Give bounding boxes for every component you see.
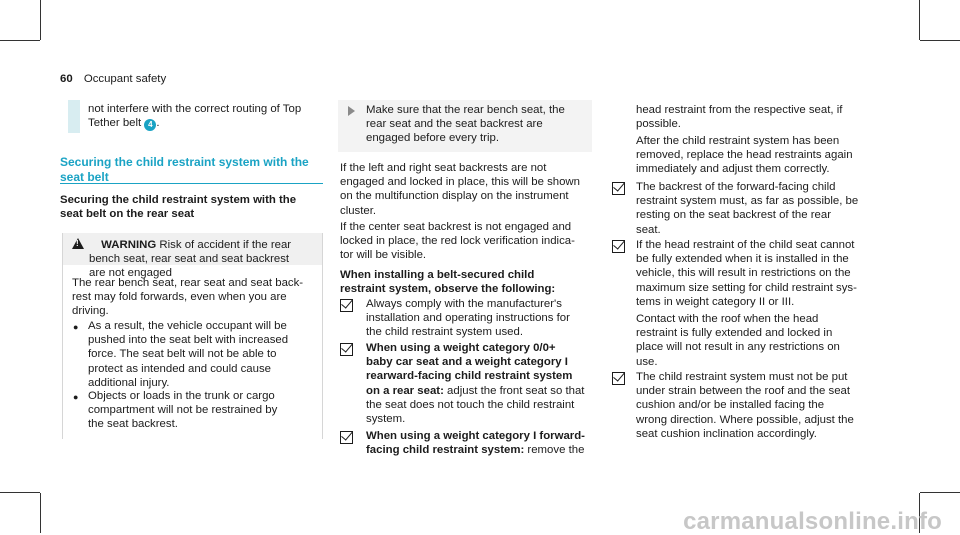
item-badge: 4 xyxy=(144,119,156,131)
arrow-right-icon xyxy=(348,106,355,116)
crop-mark xyxy=(919,0,920,40)
paragraph: If the left and right seat backrests are not engaged and locked in place, this will be shown on the multifunction display on the instrument cluster. xyxy=(340,162,580,217)
page-header xyxy=(60,72,166,86)
crop-mark xyxy=(0,40,40,41)
checkbox-icon xyxy=(612,182,625,195)
warning-border xyxy=(62,233,63,439)
checkbox-icon xyxy=(612,240,625,253)
crop-mark xyxy=(920,40,960,41)
crop-mark xyxy=(40,493,41,533)
check-item: The backrest of the forward-facing child restraint system must, as far as possible, be resting on the seat backrest of the rear seat. xyxy=(636,181,859,236)
checkbox-icon xyxy=(340,299,353,312)
warning-border xyxy=(322,233,323,439)
warning-body: The rear bench seat, rear seat and seat back- rest may fold forwards, even when you are driving. xyxy=(72,277,304,318)
sub-heading: Securing the child restraint system with the seat belt on the rear seat xyxy=(60,194,297,221)
watermark: carmanualsonline.info xyxy=(683,507,942,535)
warning-icon xyxy=(72,238,84,249)
checkbox-icon xyxy=(340,343,353,356)
list-heading: When installing a belt-secured child restraint system, observe the following: xyxy=(340,269,556,296)
crop-mark xyxy=(920,492,960,493)
paragraph: Contact with the roof when the head restraint is fully extended and locked in place will not result in any restrictions on use. xyxy=(636,313,840,368)
checkbox-icon xyxy=(340,431,353,444)
top-note: not interfere with the correct routing of Top Tether belt 4 . xyxy=(88,103,302,130)
note-bar xyxy=(68,100,80,133)
note-text: Make sure that the rear bench seat, the rear seat and the seat backrest are engaged before every trip. xyxy=(366,104,565,145)
crop-mark xyxy=(40,0,41,40)
check-item: When using a weight category 0/0+ baby car seat and a weight category I rearward-facing child restraint system on a rear seat: adjust the front seat so that the seat does not touch the child restraint system. xyxy=(366,342,585,426)
section-title: Occupant safety xyxy=(83,73,167,85)
heading-rule xyxy=(60,183,323,184)
paragraph: If the center seat backrest is not engaged and locked in place, the red lock verification indica- tor will be visible. xyxy=(340,221,575,262)
check-item: The child restraint system must not be put under strain between the roof and the seat cushion and/or be installed facing the wrong direction. Where possible, adjust the seat cushion inclination accordingly. xyxy=(636,371,854,440)
warning-title-block: ! WARNING Risk of accident if the rear bench seat, rear seat and seat backrest are not engaged xyxy=(72,238,322,281)
section-heading: Securing the child restraint system with the seat belt xyxy=(60,155,309,184)
check-item: Always comply with the manufacturer's installation and operating instructions for the child restraint system used. xyxy=(366,298,570,339)
paragraph: After the child restraint system has been removed, replace the head restraints again immediately and adjust them correctly. xyxy=(636,135,853,176)
check-item: If the head restraint of the child seat cannot be fully extended when it is installed in the vehicle, this will result in restrictions on the maximum size setting for child restraint sys- tems in weight category II or III. xyxy=(636,239,857,308)
bullet-icon: ● xyxy=(73,392,79,402)
bullet-icon: ● xyxy=(73,322,79,332)
crop-mark xyxy=(0,492,40,493)
page-number: 60 xyxy=(60,73,73,85)
warning-bullet: Objects or loads in the trunk or cargo compartment will not be restrained by the seat backrest. xyxy=(88,390,278,431)
paragraph: head restraint from the respective seat, if possible. xyxy=(636,104,843,131)
check-item: When using a weight category I forward- facing child restraint system: remove the xyxy=(366,430,585,457)
checkbox-icon xyxy=(612,372,625,385)
warning-bullet: As a result, the vehicle occupant will be pushed into the seat belt with increased force. The seat belt will not be able to protect as intended and could cause additional injury. xyxy=(88,320,289,389)
